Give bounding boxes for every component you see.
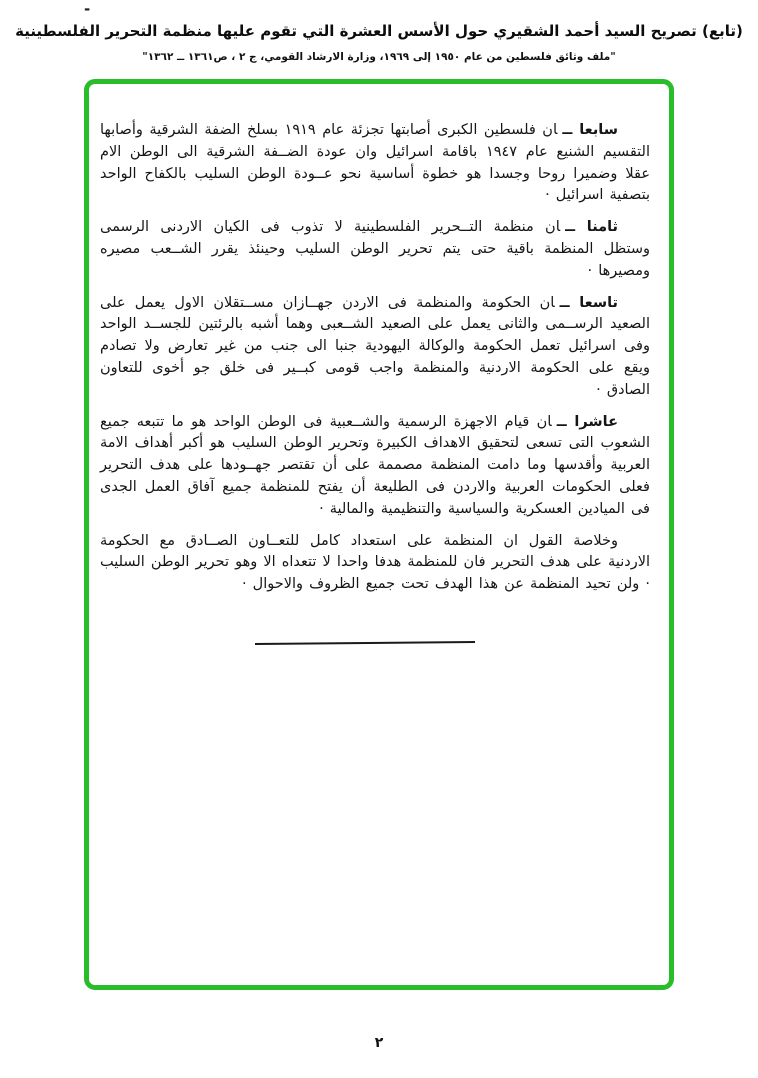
page-number: ٢ [374,1035,384,1051]
green-border-frame [84,79,674,990]
paragraph-text: ان منظمة التــحرير الفلسطينية لا تذوب فى الكيان الاردنى الرسمى وستظل المنظمة باقية حتى يتم تحرير الوطن السليب وحينئذ يقرر الشــعب مصيره ومصيرها · [100,219,650,279]
paragraph-text: وخلاصة القول ان المنظمة على استعداد كامل للتعــاون الصــادق مع الحكومة الاردنية على هدف التحرير فان للمنظمة هدفا واحدا لا تتعداه الا وهو تحرير الوطن السليب · ولن تحيد المنظمة عن هذا الهدف تحت جميع الظروف والاحوال · [100,532,650,593]
paragraph-ninth [100,293,650,402]
paragraph-lead: عاشرا ــ [556,413,619,430]
paragraph-lead: سابعا ــ [562,122,618,138]
paragraph-lead: ثامنا ــ [565,219,618,236]
document-title: (تابع) تصريح السيد أحمد الشقيري حول الأسس العشرة التي تقوم عليها منظمة التحرير الفلسطينية [15,22,743,40]
paragraph-conclusion [100,531,650,596]
paragraph-lead: تاسعا ــ [559,294,618,311]
paragraph-text: ان فلسطين الكبرى أصابتها تجزئة عام ١٩١٩ بسلخ الضفة الشرقية وأصابها التقسيم الشنيع عام ١٩٤٧ باقامة اسرائيل وان عودة الضــفة الشرقية الى الوطن الام عقلا وضميرا روحا وجسدا هو خطوة أساسية نحو عــودة الوطن السليب بالكفاح الواحد بتصفية اسرائيل · [100,122,651,204]
paragraph-seventh [100,120,650,207]
stray-scan-mark: - [84,0,91,18]
document-body [100,120,650,606]
paragraph-tenth [100,412,650,521]
paragraph-eighth [100,217,650,282]
paragraph-text: ان الحكومة والمنظمة فى الاردن جهــازان مســتقلان الاول يعمل على الصعيد الرســمى والثانى يعمل على الصعيد الشــعبى وهما أشبه بالرئتين للجســد الواحد وفى اسرائيل تعمل الحكومة والوكالة اليهودية جنبا الى جنب من غير تعارض ولا تصادم ويقع على الحكومة الاردنية والمنظمة واجب قومى كبــير فى خلق جو أخوى للتعاون الصادق · [100,294,650,398]
paragraph-text: ان قيام الاجهزة الرسمية والشــعبية فى الوطن الواحد هو ما تتبعه جميع الشعوب التى تسعى لتحقيق الاهداف الكبيرة وتحرير الوطن السليب هو أكبر أهداف الامة العربية وأقدسها وما دامت المنظمة مصممة على أن تقتصر جهــودها على هدف التحرير فعلى الحكومات العربية والاردن فى الطليعة أن يفتح للمنظمة جميع آفاق العمل الجدى فى الميادين العسكرية والسياسية والتنظيمية والمالية · [100,413,650,517]
document-source-citation: "ملف وثائق فلسطين من عام ١٩٥٠ إلى ١٩٦٩، وزارة الارشاد القومي، ج ٢ ، ص١٣٦١ ــ ١٣٦٢" [142,51,616,63]
